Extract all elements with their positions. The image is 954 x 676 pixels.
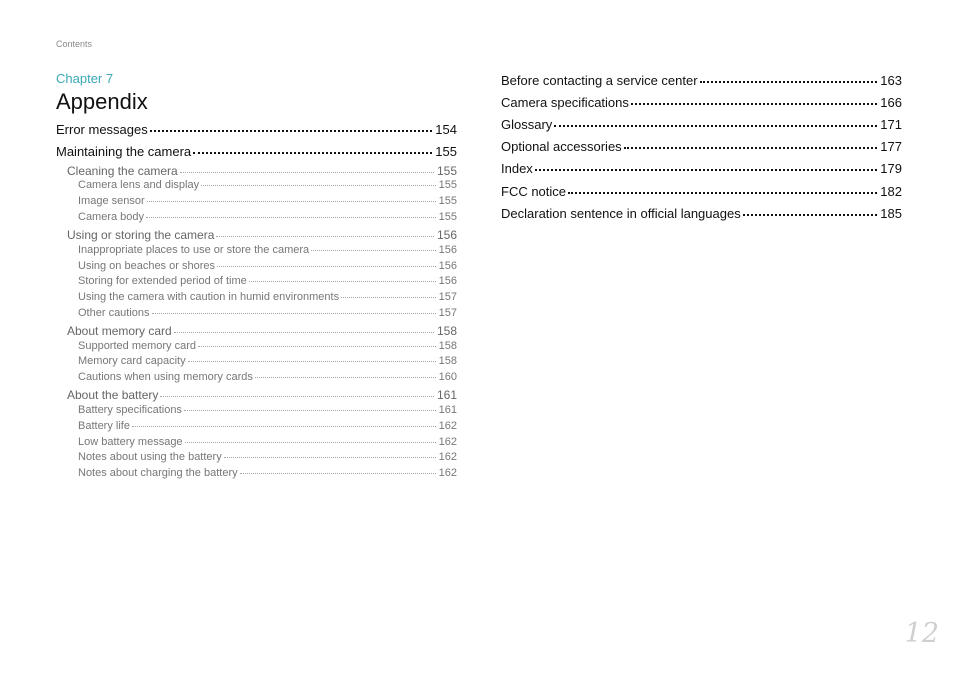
toc-entry-title: Maintaining the camera	[56, 144, 192, 159]
toc-entry-title: Optional accessories	[501, 139, 622, 154]
toc-entry-page: 162	[438, 436, 457, 448]
dot-leader	[341, 297, 436, 298]
dot-leader	[631, 103, 877, 105]
toc-entry-page: 162	[438, 467, 457, 479]
toc-entry-title: Index	[501, 161, 533, 176]
toc-entry-page: 157	[438, 307, 457, 319]
dot-leader	[249, 281, 436, 282]
toc-entry-page: 155	[438, 179, 457, 191]
toc-entry[interactable]	[56, 437, 457, 448]
toc-entry-title: Battery specifications	[78, 404, 182, 416]
toc-entry[interactable]	[501, 185, 902, 198]
toc-entry-title: Error messages	[56, 122, 148, 137]
dot-leader	[198, 346, 436, 347]
dot-leader	[146, 217, 436, 218]
toc-entry-page: 156	[436, 228, 457, 242]
toc-entry[interactable]	[56, 212, 457, 223]
dot-leader	[216, 236, 434, 237]
toc-entry-title: Other cautions	[78, 307, 150, 319]
toc-entry-page: 155	[435, 144, 457, 159]
dot-leader	[624, 147, 878, 149]
dot-leader	[193, 152, 432, 154]
toc-entry-page: 156	[438, 260, 457, 272]
toc-entry-page: 185	[880, 206, 902, 221]
toc-entry-page: 158	[436, 324, 457, 338]
toc-entry-title: Battery life	[78, 420, 130, 432]
dot-leader	[743, 214, 878, 216]
dot-leader	[160, 396, 434, 397]
toc-entry-page: 155	[436, 164, 457, 178]
dot-leader	[184, 410, 436, 411]
toc-entry[interactable]	[56, 468, 457, 479]
toc-entry-title: Notes about using the battery	[78, 451, 222, 463]
toc-entry-page: 161	[436, 388, 457, 402]
toc-entry-page: 162	[438, 420, 457, 432]
running-header: Contents	[56, 39, 93, 49]
dot-leader	[188, 361, 436, 362]
dot-leader	[224, 457, 436, 458]
toc-entry[interactable]	[56, 245, 457, 256]
toc-entry-title: Camera body	[78, 211, 145, 223]
toc-entry[interactable]	[56, 229, 457, 241]
toc-entry[interactable]	[56, 341, 457, 352]
dot-leader	[132, 426, 436, 427]
dot-leader	[174, 332, 434, 333]
toc-entry[interactable]	[56, 356, 457, 367]
toc-entry[interactable]	[501, 207, 902, 220]
dot-leader	[700, 81, 878, 83]
toc-entry-page: 171	[880, 117, 902, 132]
toc-entry-title: Using or storing the camera	[67, 228, 215, 242]
toc-entry-title: Using the camera with caution in humid environments	[78, 291, 340, 303]
toc-entry-title: Glossary	[501, 117, 553, 132]
toc-entry[interactable]	[56, 372, 457, 383]
toc-entry-page: 166	[880, 95, 902, 110]
dot-leader	[152, 313, 436, 314]
toc-entry[interactable]	[56, 123, 457, 136]
toc-entry-title: Before contacting a service center	[501, 73, 698, 88]
toc-entry-title: About the battery	[67, 388, 159, 402]
dot-leader	[240, 473, 436, 474]
dot-leader	[150, 130, 433, 132]
toc-entry-page: 177	[880, 139, 902, 154]
toc-entry[interactable]	[56, 180, 457, 191]
dot-leader	[185, 442, 436, 443]
toc-entry-page: 182	[880, 184, 902, 199]
toc-entry[interactable]	[56, 276, 457, 287]
toc-entry-title: Notes about charging the battery	[78, 467, 238, 479]
toc-entry[interactable]	[56, 389, 457, 401]
toc-entry[interactable]	[56, 308, 457, 319]
toc-entry[interactable]	[56, 292, 457, 303]
dot-leader	[311, 250, 436, 251]
page-number: 12	[904, 618, 939, 649]
toc-entry-title: Cleaning the camera	[67, 164, 178, 178]
dot-leader	[180, 172, 434, 173]
toc-entry-title: Camera lens and display	[78, 179, 200, 191]
toc-entry-page: 156	[438, 275, 457, 287]
toc-entry-title: Declaration sentence in official languages	[501, 206, 741, 221]
toc-entry-page: 179	[880, 161, 902, 176]
dot-leader	[568, 192, 877, 194]
toc-entry-page: 158	[438, 355, 457, 367]
dot-leader	[535, 169, 877, 171]
toc-entry[interactable]	[501, 162, 902, 175]
dot-leader	[554, 125, 877, 127]
toc-entry-page: 155	[438, 211, 457, 223]
toc-entry-title: FCC notice	[501, 184, 567, 199]
toc-entry-page: 155	[438, 195, 457, 207]
chapter-title: Appendix	[56, 89, 148, 114]
toc-entry-title: Image sensor	[78, 195, 145, 207]
toc-entry-page: 154	[435, 122, 457, 137]
toc-entry-page: 162	[438, 451, 457, 463]
toc-entry[interactable]	[501, 118, 902, 131]
toc-entry-title: Supported memory card	[78, 340, 196, 352]
toc-entry[interactable]	[56, 196, 457, 207]
dot-leader	[217, 266, 436, 267]
dot-leader	[147, 201, 436, 202]
dot-leader	[201, 185, 436, 186]
toc-entry[interactable]	[501, 140, 902, 153]
toc-entry-title: Memory card capacity	[78, 355, 186, 367]
toc-entry[interactable]	[56, 165, 457, 177]
toc-entry[interactable]	[56, 145, 457, 158]
toc-entry-page: 160	[438, 371, 457, 383]
toc-entry[interactable]	[501, 74, 902, 87]
toc-entry[interactable]	[56, 325, 457, 337]
toc-entry-title: Cautions when using memory cards	[78, 371, 253, 383]
toc-entry-page: 161	[438, 404, 457, 416]
toc-entry-page: 157	[438, 291, 457, 303]
toc-entry[interactable]	[56, 405, 457, 416]
toc-entry-title: Low battery message	[78, 436, 183, 448]
chapter-label: Chapter 7	[56, 71, 114, 86]
toc-entry-title: Storing for extended period of time	[78, 275, 247, 287]
toc-entry[interactable]	[56, 452, 457, 463]
toc-entry[interactable]	[56, 421, 457, 432]
dot-leader	[255, 377, 436, 378]
toc-entry-title: Inappropriate places to use or store the camera	[78, 244, 310, 256]
toc-entry-page: 163	[880, 73, 902, 88]
toc-entry-page: 158	[438, 340, 457, 352]
toc-entry-title: Using on beaches or shores	[78, 260, 215, 272]
toc-entry-title: About memory card	[67, 324, 172, 338]
toc-entry[interactable]	[56, 261, 457, 272]
toc-entry-title: Camera specifications	[501, 95, 629, 110]
toc-entry-page: 156	[438, 244, 457, 256]
toc-entry[interactable]	[501, 96, 902, 109]
